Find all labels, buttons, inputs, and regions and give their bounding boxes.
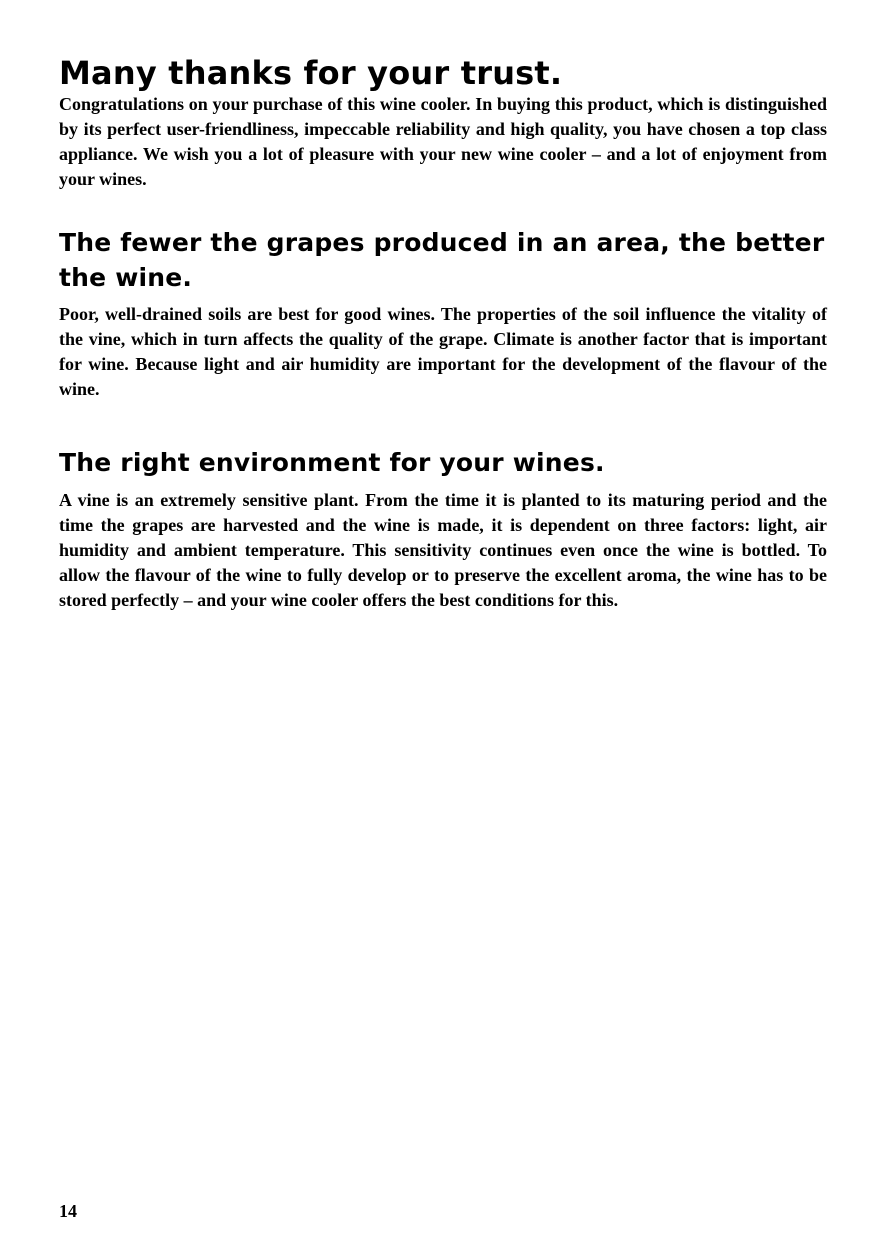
page-title: Many thanks for your trust. [59,54,563,92]
document-page [59,0,827,1241]
section-environment-paragraph: A vine is an extremely sensitive plant. From the time it is planted to its maturing period and the time the grapes are harvested and the wine is made, it is dependent on three factors: light, air humidity and ambient temperature. This sensitivity continues even once the wine is bottled. To allow the flavour of the wine to fully develop or to preserve the excellent aroma, the wine has to be stored perfectly – and your wine cooler offers the best conditions for this. [59,490,827,610]
section-grapes [59,225,827,402]
section-environment-heading: The right environment for your wines. [59,448,605,477]
section-grapes-heading: The fewer the grapes produced in an area, the better the wine. [59,228,825,292]
page-number: 14 [59,1201,77,1221]
section-grapes-paragraph: Poor, well-drained soils are best for good wines. The properties of the soil influence the vitality of the vine, which in turn affects the quality of the grape. Climate is another factor that is important for wine. Because light and air humidity are important for the development of the flavour of the wine. [59,304,827,399]
section-environment [59,445,827,613]
intro-paragraph: Congratulations on your purchase of this wine cooler. In buying this product, which is distinguished by its perfect user-friendliness, impeccable reliability and high quality, you have chosen a top class appliance. We wish you a lot of pleasure with your new wine cooler – and a lot of enjoyment from your wines. [59,94,827,189]
